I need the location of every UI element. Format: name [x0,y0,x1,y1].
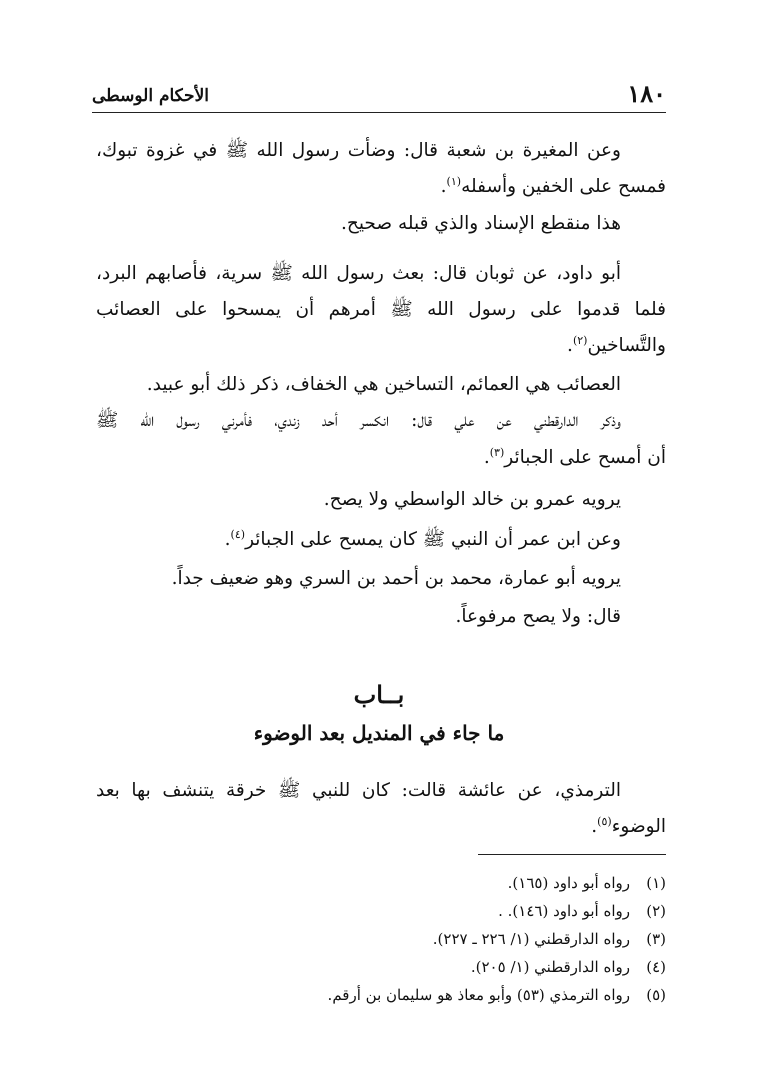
footnote: (٥)رواه الترمذي (٥٣) وأبو معاذ هو سليمان بن أرقم. [327,986,666,1004]
running-header [92,79,666,113]
chapter-title: ما جاء في المنديل بعد الوضوء [253,721,505,745]
footnote-ref: (٢) [572,333,588,347]
text-line: الوضوء$^{(٥)}$. [591,814,666,837]
footnote: (٣)رواه الدارقطني (١/ ٢٢٦ ـ ٢٢٧). [432,930,666,948]
text-line: قال: ولا يصح مرفوعاً. [455,606,621,627]
page-number: ١٨٠ [627,79,666,108]
footnote-ref: (٣) [489,445,505,459]
footnote-ref: (١) [446,174,462,188]
text-line: فمسح على الخفين وأسفله$^{(١)}$. [440,174,666,197]
footnote: (١)رواه أبو داود (١٦٥). [507,874,666,892]
footnote-ref: (٥) [597,814,612,828]
footnote-ref: (٤) [230,527,246,541]
text-line: وعن المغيرة بن شعبة قال: وضأت رسول الله ﷺ في غزوة تبوك، [96,140,621,161]
text-line: أبو داود، عن ثوبان قال: بعث رسول الله ﷺ سرية، فأصابهم البرد، [96,263,621,284]
footnote: (٢)رواه أبو داود (١٤٦). . [498,902,666,920]
footnote: (٤)رواه الدارقطني (١/ ٢٠٥). [470,958,666,976]
text-line: العصائب هي العمائم، التساخين هي الخفاف، ذكر ذلك أبو عبيد. [146,374,621,395]
text-line: هذا منقطع الإسناد والذي قبله صحيح. [341,213,621,234]
text-line: والتَّساخين$^{(٢)}$. [567,333,666,356]
text-line: يرويه أبو عمارة، محمد بن أحمد بن السري وهو ضعيف جداً. [171,568,621,589]
chapter-label: بــاب [353,680,405,709]
text-line: وذكر الدارقطني عن علي قال: انكسر أحد زندي، فأمرني رسول الله ﷺ [96,410,621,431]
text-line: وعن ابن عمر أن النبي ﷺ كان يمسح على الجبائر$^{(٤)}$. [224,527,621,550]
book-title: الأحكام الوسطى [92,86,209,106]
text-line: أن أمسح على الجبائر$^{(٣)}$. [483,445,666,468]
footnote-separator [478,854,666,855]
text-line: يرويه عمرو بن خالد الواسطي ولا يصح. [323,489,621,510]
text-line: فلما قدموا على رسول الله ﷺ أمرهم أن يمسحوا على العصائب [96,299,666,320]
text-line: الترمذي، عن عائشة قالت: كان للنبي ﷺ خرقة يتنشف بها بعد [96,780,621,801]
